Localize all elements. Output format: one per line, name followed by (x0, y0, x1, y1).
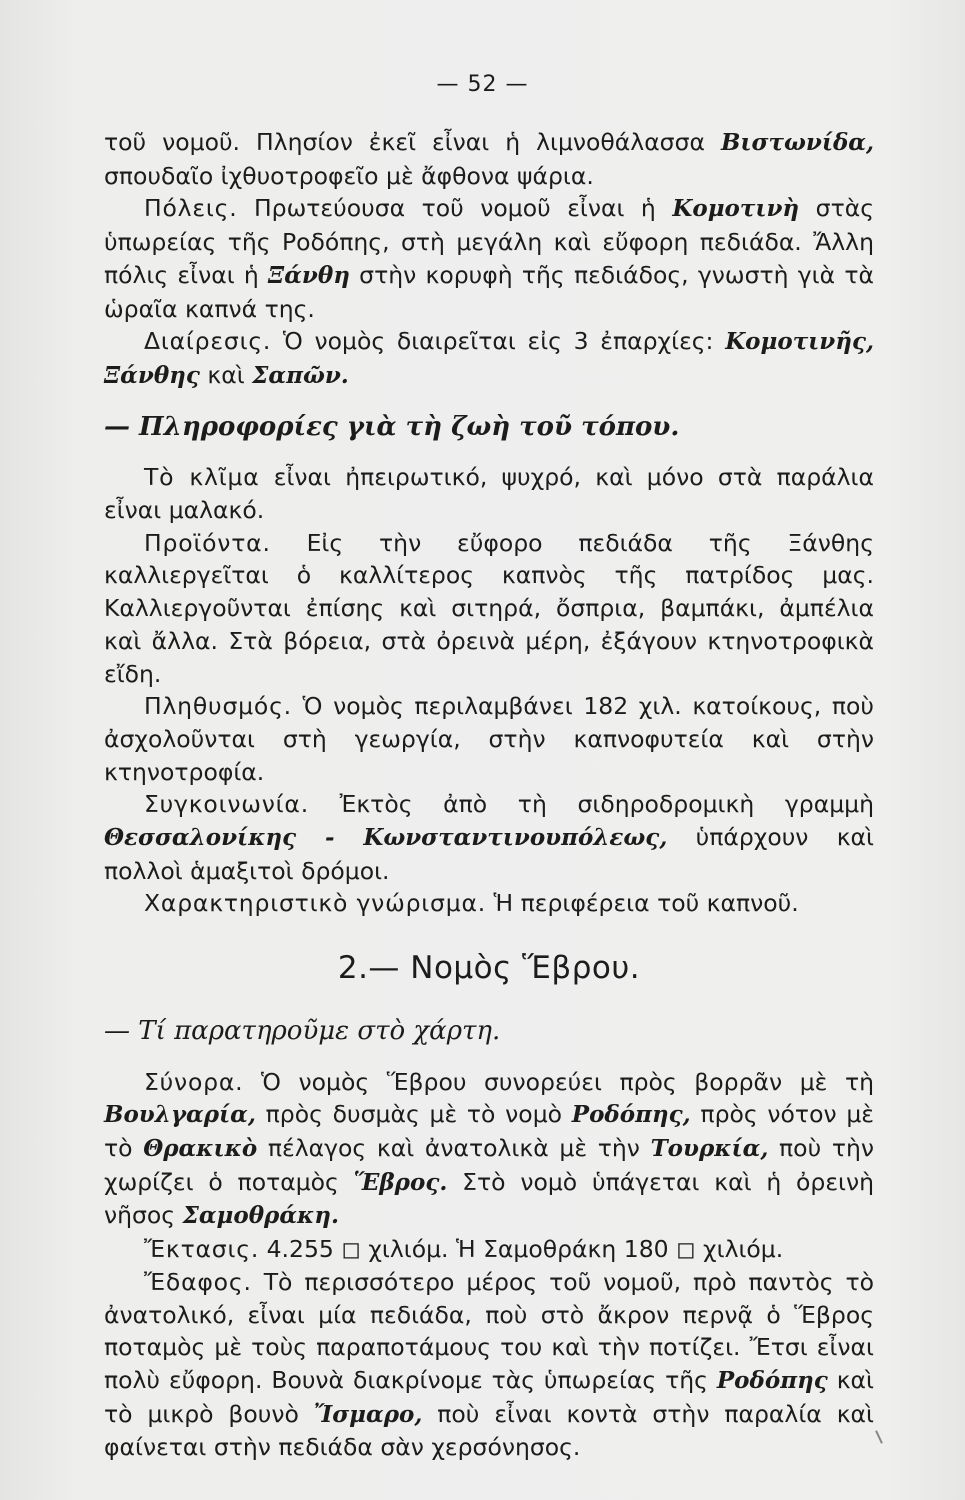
paragraph-transport (104, 788, 874, 887)
paragraph-cities (104, 192, 874, 325)
place-name: Σαπῶν. (252, 361, 349, 389)
text: Ἡ περιφέρεια τοῦ καπνοῦ. (486, 889, 799, 918)
text: πρὸς δυσμὰς μὲ τὸ νομὸ (255, 1100, 572, 1129)
paragraph-products (104, 527, 874, 691)
place-name: Ροδόπης (716, 1366, 828, 1394)
subheading-life-info: — Πληροφορίες γιὰ τὴ ζωὴ τοῦ τόπου. (104, 411, 680, 442)
text: 4.255 ◻ χιλιόμ. Ἡ Σαμοθράκη 180 ◻ χιλιόμ. (259, 1235, 784, 1264)
text: Εἰς τὴν εὔφορο πεδιάδα τῆς Ξάνθης καλλιεργεῖται ὁ καλλίτερος καπνὸς τῆς πατρίδος μας. Καλλιεργοῦνται ἐπίσης καὶ σιτηρά, ὄσπρια, βαμπάκι, ἀμπέλια καὶ ἄλλα. Στὰ βόρεια, στὰ ὀρεινὰ μέρη, ἐξάγουν κτηνοτροφικὰ εἴδη. (104, 528, 874, 688)
text: Ὁ νομὸς περιλαμβάνει 182 χιλ. κατοίκους, ποὺ ἀσχολοῦνται στὴ γεωργία, στὴν καπνοφυτεία καὶ στὴν κτηνοτροφία. (104, 692, 874, 786)
place-name: Κομοτινὴ (672, 195, 800, 223)
paragraph-heading: Ἔκτασις. (144, 1235, 260, 1264)
paragraph-characteristic (104, 887, 874, 920)
paragraph-heading: Πληθυσμός. (144, 692, 292, 721)
scan-mark (875, 1430, 883, 1444)
paragraph-terrain (104, 1266, 874, 1464)
place-name: Σαμοθράκη. (182, 1202, 340, 1230)
place-name: Βουλγαρία, (104, 1101, 256, 1129)
text: τοῦ νομοῦ. Πλησίον ἐκεῖ εἶναι ἡ λιμνοθάλασσα (104, 128, 721, 156)
railway-name: Θεσσαλονίκης - Κωνσταντινουπόλεως, (104, 824, 668, 852)
text: ὑπάρχουν καὶ πολλοὶ ἁμαξιτοὶ δρόμοι. (104, 823, 874, 885)
paragraph-heading: Πόλεις. (144, 194, 238, 223)
paragraph-area (104, 1233, 874, 1266)
chapter-title: 2.— Νομὸς Ἕβρου. (337, 950, 641, 987)
page-content (104, 126, 874, 1464)
paragraph-heading: Χαρακτηριστικὸ γνώρισμα. (144, 889, 487, 918)
paragraph-heading: Προϊόντα. (144, 528, 271, 557)
place-name: Θρακικὸ (143, 1134, 258, 1162)
text: Ὁ νομὸς Ἕβρου συνορεύει πρὸς βορρᾶν μὲ τὴ (243, 1067, 874, 1096)
text: Τὸ περισσότερο μέρος τοῦ νομοῦ, πρὸ παντὸς τὸ ἀνατολικό, εἶναι μία πεδιάδα, ποὺ στὸ ἄκρον περνᾷ ὁ Ἕβρος ποταμὸς μὲ τοὺς παραποτάμους του καὶ τὴν ποτίζει. Ἔτσι εἶναι πολὺ εὔφορη. Βουνὰ διακρίνομε τὰς ὑπωρείας τῆς (104, 1267, 874, 1394)
text: Ὁ νομὸς διαιρεῖται εἰς 3 ἐπαρχίες: (271, 327, 726, 356)
paragraph-intro (104, 126, 874, 192)
text: καὶ (199, 360, 253, 389)
subheading-map: — Τί παρατηροῦμε στὸ χάρτη. (104, 1015, 501, 1046)
text: καὶ τὸ μικρὸ βουνὸ (104, 1365, 874, 1428)
text: εἶναι ἠπειρωτικό, ψυχρό, καὶ μόνο στὰ παράλια εἶναι μαλακό. (104, 463, 874, 525)
paragraph-heading: Σύνορα. (144, 1067, 244, 1096)
text: σπουδαῖο ἰχθυοτροφεῖο μὲ ἄφθονα ψάρια. (104, 161, 594, 190)
place-name: Ἕβρος. (353, 1168, 448, 1196)
paragraph-heading: Ἔδαφος. (144, 1267, 252, 1296)
text: Ἐκτὸς ἀπὸ τὴ σιδηροδρομικὴ γραμμὴ (308, 790, 874, 819)
text: στὴν κορυφὴ τῆς πεδιάδος, γνωστὴ γιὰ τὰ ὡραῖα καπνά της. (104, 260, 874, 323)
place-name: Ξάνθη (268, 261, 350, 289)
place-name: Κομοτινῆς, Ξάνθης (104, 328, 874, 389)
text: Πρωτεύουσα τοῦ νομοῦ εἶναι ἡ (237, 194, 673, 223)
text: πρὸς νότον μὲ τὸ (104, 1100, 874, 1162)
text: ποὺ εἶναι κοντὰ στὴν παραλία καὶ φαίνεται στὴν πεδιάδα σὰν χερσόνησος. (104, 1399, 874, 1462)
paragraph-heading: Συγκοινωνία. (144, 790, 309, 819)
place-name: Ροδόπης, (571, 1101, 691, 1129)
paragraph-heading: Διαίρεσις. (144, 327, 272, 356)
place-name: Ἴσμαρο, (313, 1400, 423, 1428)
text: στὰς ὑπωρείας τῆς Ροδόπης, στὴ μεγάλη καὶ εὔφορη πεδιάδα. Ἄλλη πόλις εἶναι ἡ (104, 194, 875, 289)
text: Στὸ νομὸ ὑπάγεται καὶ ἡ ὀρεινὴ νῆσος (104, 1167, 874, 1230)
paragraph-division (104, 325, 874, 392)
page-number: — 52 — (436, 72, 529, 97)
text: ποὺ τὴν χωρίζει ὁ ποταμὸς (104, 1133, 875, 1196)
place-name: Βιστωνίδα, (720, 129, 874, 156)
paragraph-borders (104, 1066, 874, 1234)
paragraph-climate (104, 461, 874, 526)
paragraph-heading: Τὸ κλῖμα (144, 463, 260, 492)
text: πέλαγος καὶ ἀνατολικὰ μὲ τὴν (257, 1133, 651, 1162)
place-name: Τουρκία, (650, 1134, 769, 1162)
paragraph-population (104, 690, 874, 788)
